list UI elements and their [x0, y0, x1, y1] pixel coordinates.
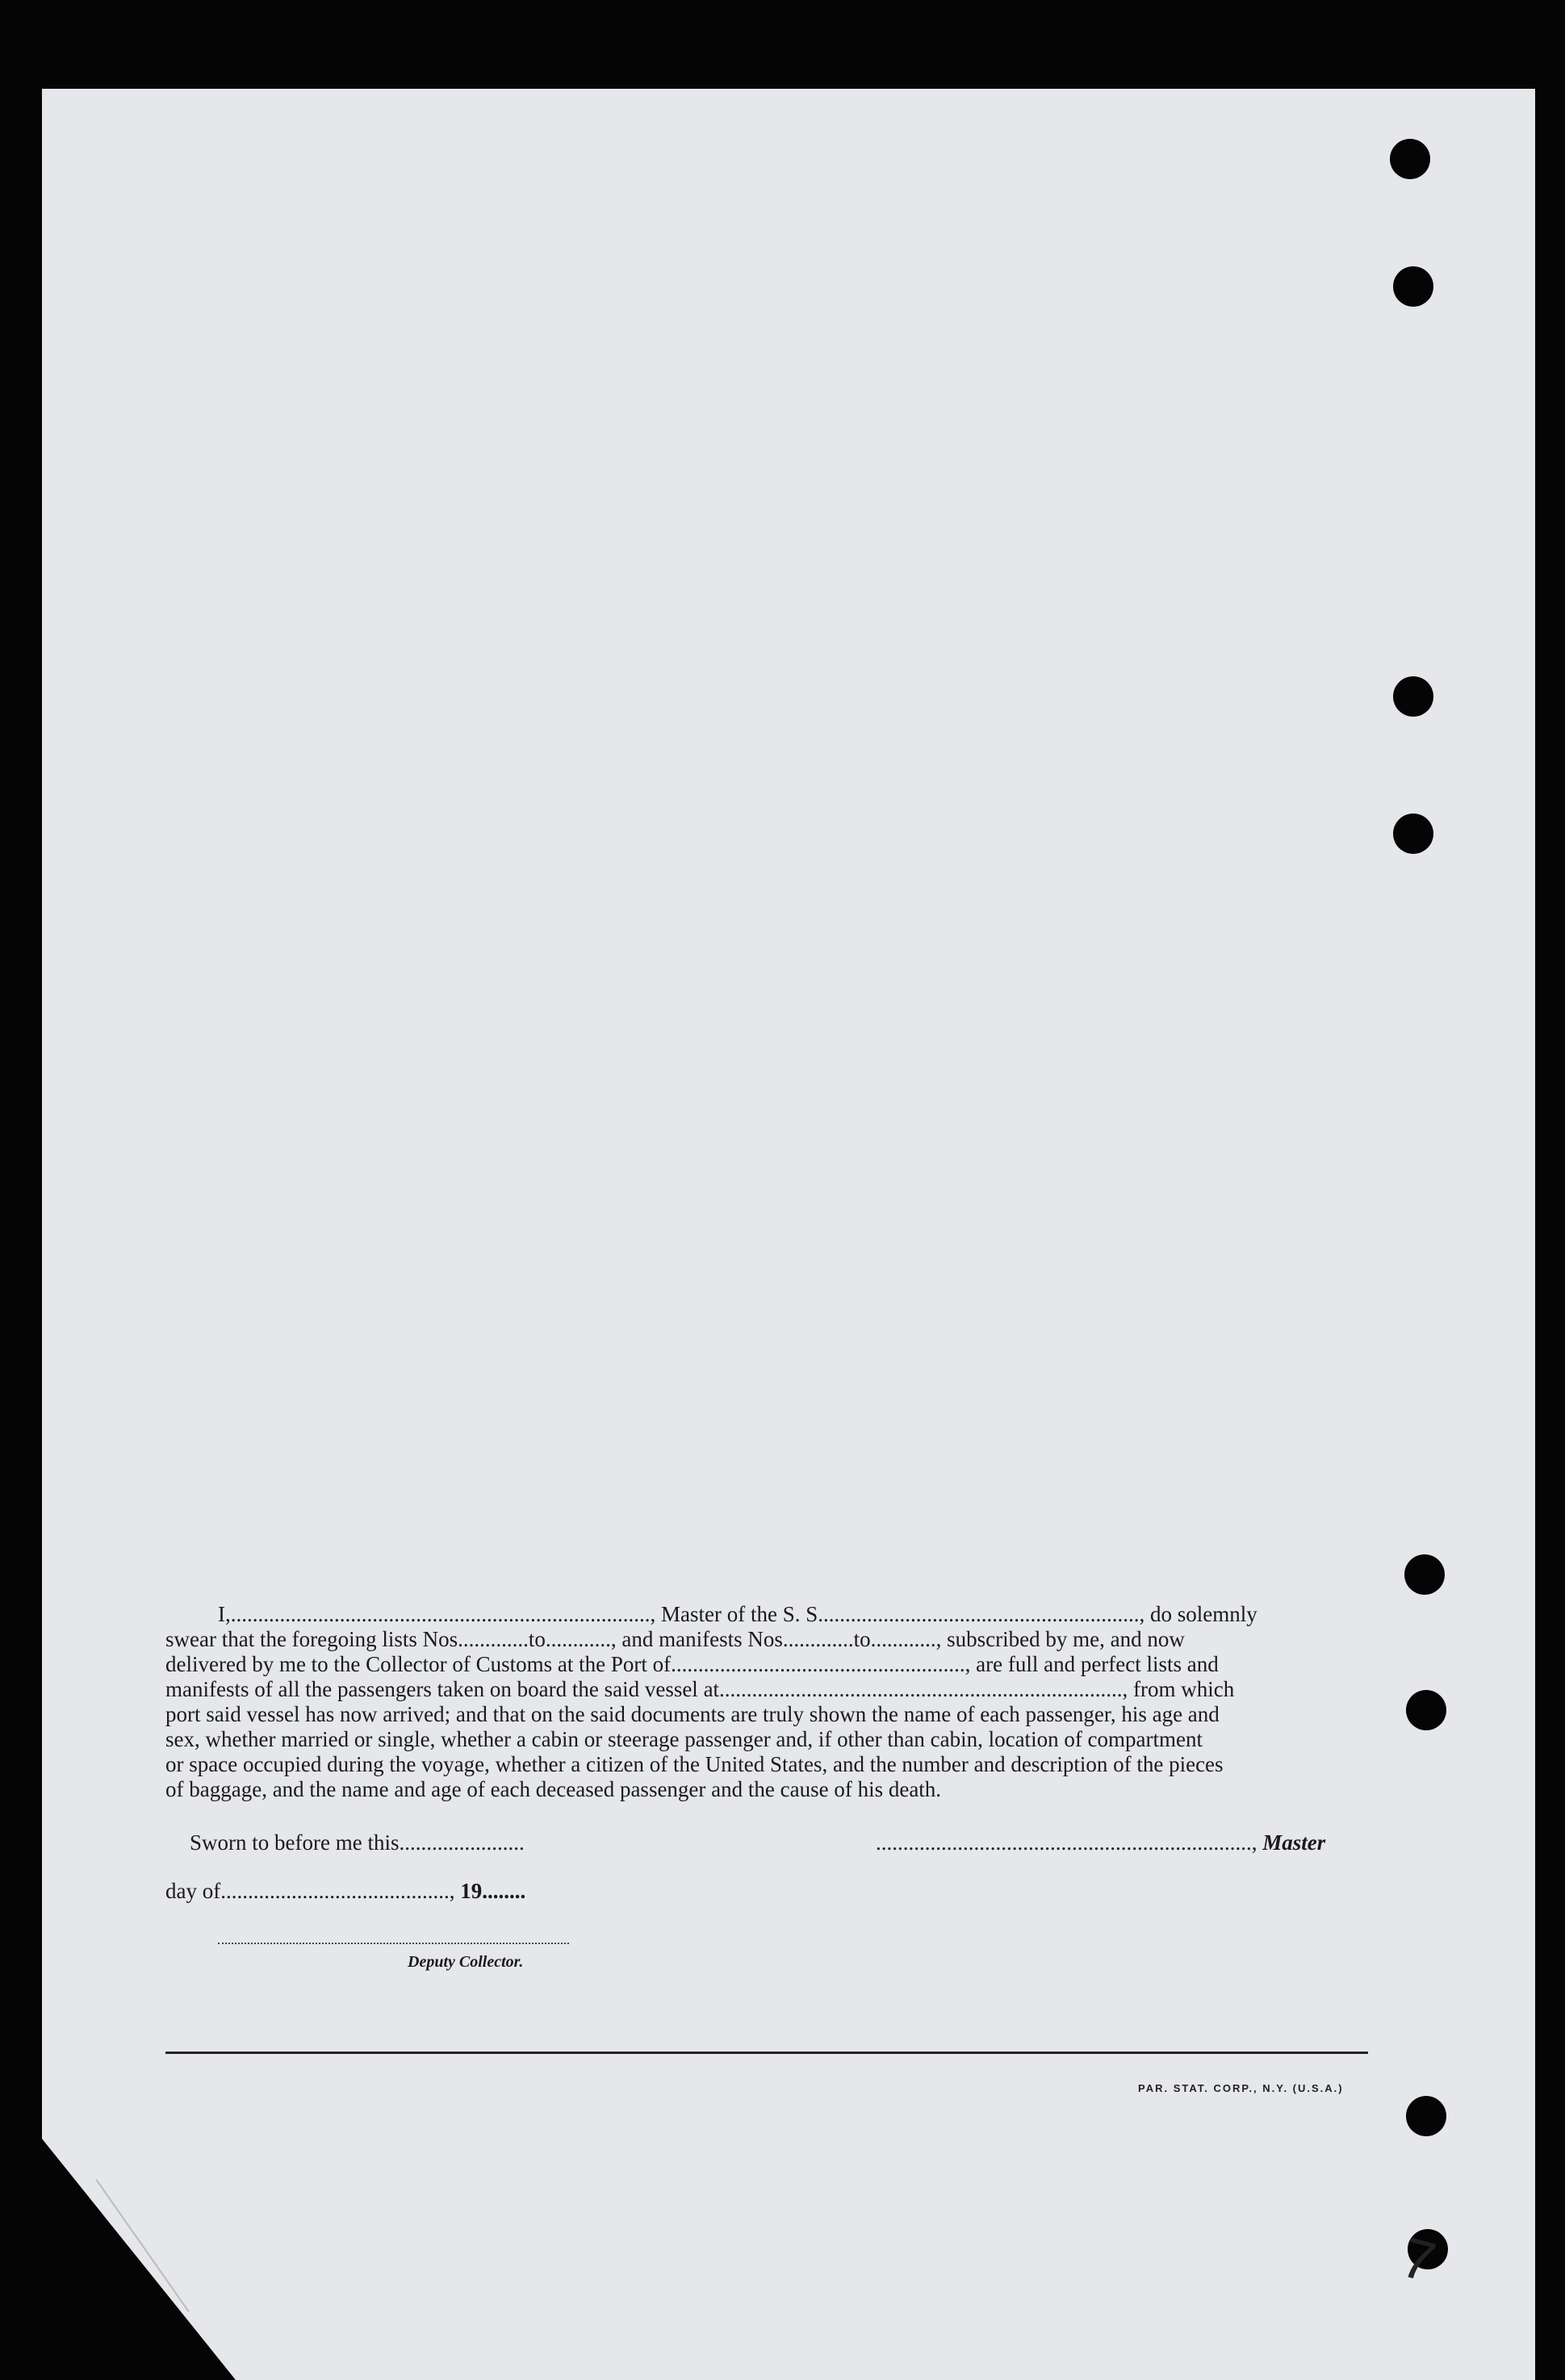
deputy-collector-label: Deputy Collector.	[408, 1953, 524, 1971]
punch-hole	[1390, 139, 1430, 179]
oath-line: I,............................................................................., Master of the S. S..........................................................., do solemnly	[218, 1602, 1257, 1626]
date-line	[165, 1879, 525, 1904]
printer-imprint: PAR. STAT. CORP., N.Y. (U.S.A.)	[1138, 2082, 1344, 2094]
oath-line: port said vessel has now arrived; and that on the said documents are truly shown the name of each passenger, his age and	[165, 1702, 1220, 1726]
oath-line: sex, whether married or single, whether a cabin or steerage passenger and, if other than cabin, location of compartment	[165, 1727, 1203, 1751]
oath-line: manifests of all the passengers taken on board the said vessel at.........................................................................., from which	[165, 1677, 1235, 1701]
punch-hole	[1406, 1690, 1446, 1730]
oath-line: swear that the foregoing lists Nos.............to............, and manifests Nos.............to............, subscribed by me, and now	[165, 1627, 1185, 1651]
torn-corner	[42, 2139, 236, 2380]
oath-line: delivered by me to the Collector of Customs at the Port of......................................................, are full and perfect lists and	[165, 1652, 1219, 1676]
handwritten-mark: 7	[1395, 2225, 1442, 2294]
oath-line: or space occupied during the voyage, whether a citizen of the United States, and the number and description of the pieces	[165, 1752, 1224, 1776]
horizontal-rule	[165, 2052, 1368, 2054]
document-page	[42, 89, 1535, 2380]
master-signature-line	[876, 1830, 1325, 1855]
punch-hole	[1393, 266, 1433, 307]
punch-hole	[1404, 1554, 1445, 1595]
deputy-signature-line	[218, 1943, 569, 1944]
punch-hole	[1406, 2096, 1446, 2136]
oath-paragraph	[165, 1602, 1368, 1802]
sworn-statement: Sworn to before me this.......................	[190, 1830, 525, 1855]
punch-hole	[1393, 814, 1433, 854]
day-of-text: day of..........................................,	[165, 1879, 455, 1903]
master-signature-dots: .....................................................................,	[876, 1830, 1257, 1855]
year-text: 19........	[460, 1879, 526, 1903]
punch-hole	[1393, 676, 1433, 717]
oath-line: of baggage, and the name and age of each deceased passenger and the cause of his death.	[165, 1777, 942, 1801]
master-label: Master	[1262, 1830, 1326, 1855]
